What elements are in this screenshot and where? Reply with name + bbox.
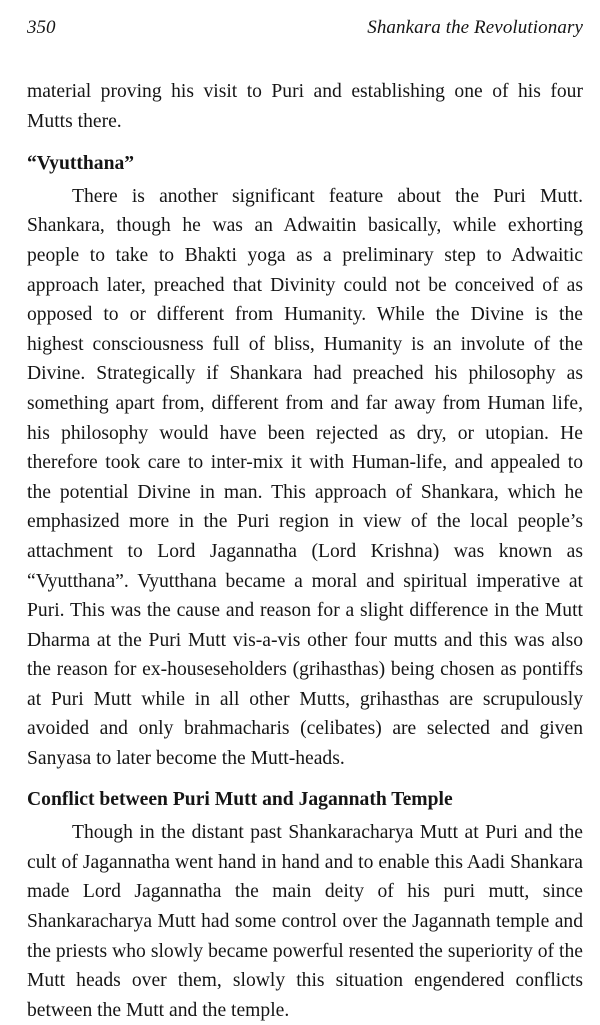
paragraph-vyutthana: There is another significant feature about the Puri Mutt. Shankara, though he was an Adwaitin basically, while exhorting people to take to Bhakti yoga as a preliminary step to Adwaitic approach later, preached that Divinity could not be conceived of as opposed to or different from Humanity. While the Divine is the highest consciousness full of bliss, Humanity is an involute of the Divine. Strategically if Shankara had preached his philosophy as something apart from, different from and far away from Human life, his philosophy would have been rejected as dry, or utopian. He therefore took care to inter-mix it with Human-life, and appealed to the potential Divine in man. This approach of Shankara, which he emphasized more in the Puri region in view of the local people’s attachment to Lord Jagannatha (Lord Krishna) was known as “Vyutthana”. Vyutthana became a moral and spiritual imperative at Puri. This was the cause and reason for a slight difference in the Mutt Dharma at the Puri Mutt vis-a-vis other four mutts and this was also the reason for ex-houseseholders (grihasthas) being chosen as pontiffs at Puri Mutt while in all other Mutts, grihasthas are scrupulously avoided and only brahmacharis (celibates) are selected and given Sanyasa to later become the Mutt-heads. xyxy=(27,185,583,770)
section-heading-conflict: Conflict between Puri Mutt and Jagannath Temple xyxy=(27,788,453,810)
running-head xyxy=(27,16,583,40)
paragraph-continuation: material proving his visit to Puri and establishing one of his four Mutts there. xyxy=(27,81,583,132)
book-page xyxy=(27,16,583,1025)
section-heading-vyutthana: “Vyutthana” xyxy=(27,153,135,175)
paragraph-conflict: Though in the distant past Shankaracharya Mutt at Puri and the cult of Jagannatha went hand in hand and to enable this Aadi Shankara made Lord Jagannatha the main deity of his puri mutt, since Shankaracharya Mutt had some control over the Jagannath temple and the priests who slowly became powerful resented the superiority of the Mutt heads over them, slowly this situation engendered conflicts between the Mutt and the temple. xyxy=(27,822,583,1021)
book-title: Shankara the Revolutionary xyxy=(367,17,583,38)
page-number: 350 xyxy=(27,17,56,38)
